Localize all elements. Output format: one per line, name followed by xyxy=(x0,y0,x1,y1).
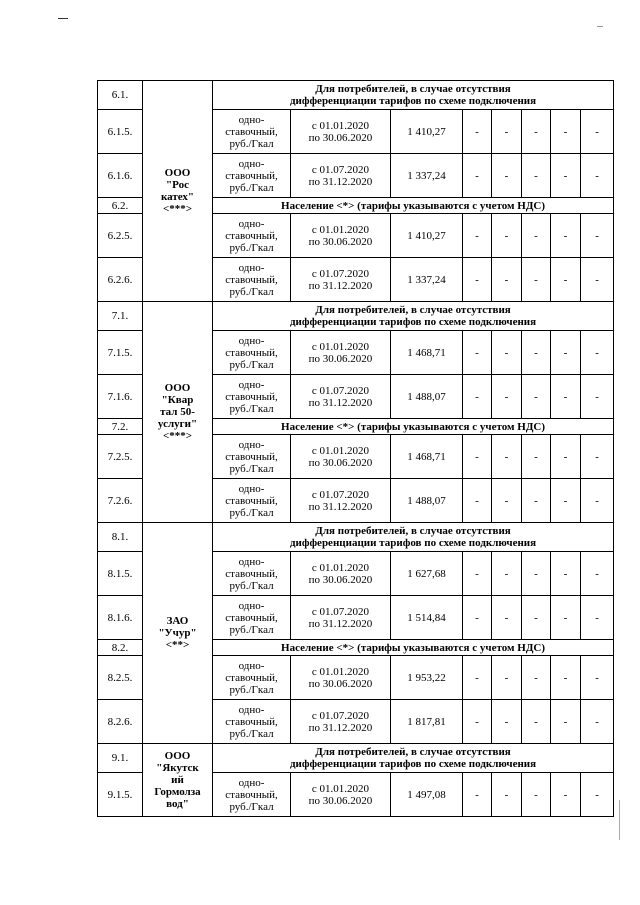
tariff-period-line: по 31.12.2020 xyxy=(308,721,373,734)
row-number: 6.2.5. xyxy=(98,214,143,258)
group-header xyxy=(213,640,614,656)
tariff-type-line: ставочный, xyxy=(225,125,278,138)
tariff-period-line: по 30.06.2020 xyxy=(308,677,373,690)
tariff-value: 1 817,81 xyxy=(391,700,463,744)
empty-value-cell: - xyxy=(581,479,614,523)
row-number: 6.2.6. xyxy=(98,258,143,302)
group-header-line: Население <*> (тарифы указываются с учетом НДС) xyxy=(281,420,545,433)
organization-name-line: ООО xyxy=(164,750,191,762)
empty-value-cell: - xyxy=(522,375,551,419)
tariff-type-line: одно- xyxy=(238,334,265,347)
tariff-type-line: ставочный, xyxy=(225,671,278,684)
tariff-type-line: ставочный, xyxy=(225,273,278,286)
tariff-table xyxy=(97,80,614,817)
tariff-period xyxy=(291,375,391,419)
group-header-line: Для потребителей, в случае отсутствия xyxy=(315,746,511,758)
group-header-line: дифференциации тарифов по схеме подключения xyxy=(289,95,537,107)
tariff-period-line: с 01.07.2020 xyxy=(311,709,370,722)
empty-value-cell: - xyxy=(522,154,551,198)
row-number: 8.2.5. xyxy=(98,656,143,700)
empty-value-cell: - xyxy=(522,773,551,817)
tariff-period-line: с 01.01.2020 xyxy=(311,340,370,353)
empty-value-cell: - xyxy=(492,331,522,375)
tariff-period xyxy=(291,154,391,198)
row-number: 7.1.6. xyxy=(98,375,143,419)
empty-value-cell: - xyxy=(551,214,581,258)
empty-value-cell: - xyxy=(581,700,614,744)
empty-value-cell: - xyxy=(581,773,614,817)
tariff-period-line: с 01.01.2020 xyxy=(311,119,370,132)
tariff-period xyxy=(291,258,391,302)
tariff-type-line: одно- xyxy=(238,599,265,612)
group-header xyxy=(213,302,614,331)
empty-value-cell: - xyxy=(581,331,614,375)
tariff-type-line: ставочный, xyxy=(225,229,278,242)
group-header-row xyxy=(98,744,614,773)
group-number: 9.1. xyxy=(98,744,143,773)
empty-value-cell: - xyxy=(492,258,522,302)
group-header-row xyxy=(98,302,614,331)
tariff-period-line: с 01.07.2020 xyxy=(311,163,370,176)
scan-edge-mark xyxy=(619,800,620,840)
tariff-type xyxy=(213,331,291,375)
tariff-type-line: ставочный, xyxy=(225,494,278,507)
tariff-value: 1 468,71 xyxy=(391,331,463,375)
organization-name-line: ЗАО xyxy=(166,615,189,627)
organization-name-line: ООО xyxy=(164,167,191,179)
tariff-type-line: одно- xyxy=(238,482,265,495)
tariff-type-line: одно- xyxy=(238,703,265,716)
tariff-period-line: по 31.12.2020 xyxy=(308,617,373,630)
empty-value-cell: - xyxy=(581,375,614,419)
empty-value-cell: - xyxy=(522,110,551,154)
tariff-period-line: с 01.01.2020 xyxy=(311,782,370,795)
empty-value-cell: - xyxy=(522,656,551,700)
organization-name xyxy=(143,744,213,817)
empty-value-cell: - xyxy=(551,258,581,302)
empty-value-cell: - xyxy=(463,435,492,479)
tariff-period-line: по 31.12.2020 xyxy=(308,175,373,188)
empty-value-cell: - xyxy=(551,479,581,523)
tariff-period-line: по 30.06.2020 xyxy=(308,573,373,586)
tariff-period xyxy=(291,110,391,154)
tariff-type xyxy=(213,154,291,198)
tariff-type-line: одно- xyxy=(238,776,265,789)
tariff-type xyxy=(213,110,291,154)
tariff-period xyxy=(291,435,391,479)
group-number: 6.1. xyxy=(98,81,143,110)
scan-mark xyxy=(58,18,68,19)
tariff-period-line: с 01.01.2020 xyxy=(311,665,370,678)
tariff-type xyxy=(213,258,291,302)
tariff-period-line: по 30.06.2020 xyxy=(308,456,373,469)
tariff-period-line: с 01.07.2020 xyxy=(311,605,370,618)
organization-name-line: "Якутск xyxy=(156,762,199,774)
organization-name-line: <***> xyxy=(162,430,193,442)
organization-name xyxy=(143,523,213,744)
tariff-period-line: с 01.07.2020 xyxy=(311,488,370,501)
tariff-type-line: руб./Гкал xyxy=(229,800,274,813)
tariff-type-line: ставочный, xyxy=(225,611,278,624)
empty-value-cell: - xyxy=(463,110,492,154)
organization-name xyxy=(143,302,213,523)
empty-value-cell: - xyxy=(492,375,522,419)
group-number: 7.2. xyxy=(98,419,143,435)
empty-value-cell: - xyxy=(463,154,492,198)
tariff-period-line: по 31.12.2020 xyxy=(308,500,373,513)
tariff-type-line: одно- xyxy=(238,438,265,451)
empty-value-cell: - xyxy=(581,435,614,479)
tariff-type-line: руб./Гкал xyxy=(229,727,274,740)
empty-value-cell: - xyxy=(581,214,614,258)
empty-value-cell: - xyxy=(551,552,581,596)
empty-value-cell: - xyxy=(581,110,614,154)
tariff-period-line: по 30.06.2020 xyxy=(308,131,373,144)
tariff-type-line: одно- xyxy=(238,378,265,391)
tariff-value: 1 337,24 xyxy=(391,258,463,302)
organization-name xyxy=(143,81,213,302)
empty-value-cell: - xyxy=(551,331,581,375)
empty-value-cell: - xyxy=(492,700,522,744)
tariff-type-line: руб./Гкал xyxy=(229,579,274,592)
tariff-type-line: руб./Гкал xyxy=(229,506,274,519)
tariff-period-line: с 01.07.2020 xyxy=(311,384,370,397)
scan-mark xyxy=(597,26,603,27)
tariff-type-line: ставочный, xyxy=(225,169,278,182)
empty-value-cell: - xyxy=(581,656,614,700)
empty-value-cell: - xyxy=(463,596,492,640)
organization-name-line: ий xyxy=(171,774,184,786)
empty-value-cell: - xyxy=(492,154,522,198)
empty-value-cell: - xyxy=(463,375,492,419)
tariff-type xyxy=(213,375,291,419)
group-header-row xyxy=(98,81,614,110)
tariff-period xyxy=(291,552,391,596)
empty-value-cell: - xyxy=(463,479,492,523)
tariff-type-line: одно- xyxy=(238,157,265,170)
empty-value-cell: - xyxy=(463,552,492,596)
empty-value-cell: - xyxy=(551,375,581,419)
tariff-type-line: ставочный, xyxy=(225,715,278,728)
organization-name-line: ООО xyxy=(164,382,191,394)
tariff-value: 1 514,84 xyxy=(391,596,463,640)
empty-value-cell: - xyxy=(551,656,581,700)
group-header-line: Для потребителей, в случае отсутствия xyxy=(315,83,511,95)
tariff-type xyxy=(213,773,291,817)
empty-value-cell: - xyxy=(492,110,522,154)
tariff-period-line: по 30.06.2020 xyxy=(308,794,373,807)
group-number: 6.2. xyxy=(98,198,143,214)
group-header-line: дифференциации тарифов по схеме подключения xyxy=(289,316,537,328)
tariff-period-line: по 30.06.2020 xyxy=(308,235,373,248)
tariff-value: 1 627,68 xyxy=(391,552,463,596)
tariff-type-line: руб./Гкал xyxy=(229,623,274,636)
empty-value-cell: - xyxy=(463,214,492,258)
tariff-type xyxy=(213,700,291,744)
empty-value-cell: - xyxy=(551,110,581,154)
group-number: 8.1. xyxy=(98,523,143,552)
tariff-type-line: одно- xyxy=(238,659,265,672)
empty-value-cell: - xyxy=(551,773,581,817)
tariff-period-line: по 31.12.2020 xyxy=(308,396,373,409)
tariff-value: 1 337,24 xyxy=(391,154,463,198)
empty-value-cell: - xyxy=(522,435,551,479)
empty-value-cell: - xyxy=(581,258,614,302)
row-number: 9.1.5. xyxy=(98,773,143,817)
empty-value-cell: - xyxy=(463,700,492,744)
tariff-type-line: одно- xyxy=(238,555,265,568)
tariff-type-line: руб./Гкал xyxy=(229,462,274,475)
empty-value-cell: - xyxy=(551,700,581,744)
group-header-row xyxy=(98,523,614,552)
tariff-type xyxy=(213,435,291,479)
tariff-period-line: по 31.12.2020 xyxy=(308,279,373,292)
organization-name-line: тал 50- xyxy=(160,406,195,418)
group-header-line: Население <*> (тарифы указываются с учетом НДС) xyxy=(281,199,545,212)
organization-name-line: <***> xyxy=(162,203,193,215)
group-header-line: Для потребителей, в случае отсутствия xyxy=(315,304,511,316)
tariff-value: 1 953,22 xyxy=(391,656,463,700)
row-number: 7.1.5. xyxy=(98,331,143,375)
empty-value-cell: - xyxy=(551,596,581,640)
tariff-period xyxy=(291,700,391,744)
group-header xyxy=(213,523,614,552)
empty-value-cell: - xyxy=(581,552,614,596)
group-header xyxy=(213,198,614,214)
row-number: 8.1.6. xyxy=(98,596,143,640)
tariff-period xyxy=(291,596,391,640)
row-number: 8.2.6. xyxy=(98,700,143,744)
tariff-period-line: по 30.06.2020 xyxy=(308,352,373,365)
tariff-type xyxy=(213,656,291,700)
tariff-type-line: одно- xyxy=(238,261,265,274)
tariff-type-line: одно- xyxy=(238,217,265,230)
empty-value-cell: - xyxy=(463,331,492,375)
row-number: 6.1.6. xyxy=(98,154,143,198)
tariff-type xyxy=(213,552,291,596)
tariff-type xyxy=(213,596,291,640)
tariff-type xyxy=(213,479,291,523)
empty-value-cell: - xyxy=(492,435,522,479)
organization-name-line: Гормолза xyxy=(154,786,201,798)
empty-value-cell: - xyxy=(522,479,551,523)
tariff-period-line: с 01.07.2020 xyxy=(311,267,370,280)
group-number: 8.2. xyxy=(98,640,143,656)
tariff-value: 1 410,27 xyxy=(391,110,463,154)
tariff-type-line: ставочный, xyxy=(225,390,278,403)
tariff-type-line: руб./Гкал xyxy=(229,137,274,150)
group-header-line: дифференциации тарифов по схеме подключения xyxy=(289,537,537,549)
row-number: 7.2.5. xyxy=(98,435,143,479)
empty-value-cell: - xyxy=(522,331,551,375)
tariff-period-line: с 01.01.2020 xyxy=(311,223,370,236)
organization-name-line: услуги" xyxy=(157,418,198,430)
group-header-line: дифференциации тарифов по схеме подключения xyxy=(289,758,537,770)
empty-value-cell: - xyxy=(551,435,581,479)
empty-value-cell: - xyxy=(522,596,551,640)
tariff-type-line: руб./Гкал xyxy=(229,181,274,194)
empty-value-cell: - xyxy=(581,154,614,198)
empty-value-cell: - xyxy=(492,656,522,700)
tariff-type-line: ставочный, xyxy=(225,788,278,801)
empty-value-cell: - xyxy=(463,656,492,700)
tariff-type-line: ставочный, xyxy=(225,450,278,463)
organization-name-line: вод" xyxy=(166,798,189,810)
tariff-period xyxy=(291,331,391,375)
tariff-period-line: с 01.01.2020 xyxy=(311,444,370,457)
empty-value-cell: - xyxy=(492,773,522,817)
group-header-line: Для потребителей, в случае отсутствия xyxy=(315,525,511,537)
empty-value-cell: - xyxy=(492,214,522,258)
tariff-type-line: одно- xyxy=(238,113,265,126)
tariff-value: 1 488,07 xyxy=(391,479,463,523)
tariff-period xyxy=(291,773,391,817)
tariff-value: 1 410,27 xyxy=(391,214,463,258)
tariff-type-line: руб./Гкал xyxy=(229,683,274,696)
empty-value-cell: - xyxy=(522,700,551,744)
group-header xyxy=(213,744,614,773)
empty-value-cell: - xyxy=(551,154,581,198)
organization-name-line: "Квар xyxy=(161,394,194,406)
empty-value-cell: - xyxy=(492,479,522,523)
tariff-type-line: руб./Гкал xyxy=(229,285,274,298)
tariff-type-line: руб./Гкал xyxy=(229,358,274,371)
group-number: 7.1. xyxy=(98,302,143,331)
tariff-value: 1 488,07 xyxy=(391,375,463,419)
empty-value-cell: - xyxy=(463,258,492,302)
tariff-type-line: руб./Гкал xyxy=(229,402,274,415)
group-header-line: Население <*> (тарифы указываются с учетом НДС) xyxy=(281,641,545,654)
tariff-type-line: ставочный, xyxy=(225,346,278,359)
empty-value-cell: - xyxy=(522,258,551,302)
tariff-value: 1 497,08 xyxy=(391,773,463,817)
tariff-type-line: ставочный, xyxy=(225,567,278,580)
tariff-period xyxy=(291,479,391,523)
empty-value-cell: - xyxy=(522,214,551,258)
empty-value-cell: - xyxy=(492,552,522,596)
row-number: 7.2.6. xyxy=(98,479,143,523)
tariff-type xyxy=(213,214,291,258)
tariff-type-line: руб./Гкал xyxy=(229,241,274,254)
organization-name-line: "Рос xyxy=(166,179,189,191)
empty-value-cell: - xyxy=(463,773,492,817)
tariff-value: 1 468,71 xyxy=(391,435,463,479)
row-number: 6.1.5. xyxy=(98,110,143,154)
empty-value-cell: - xyxy=(522,552,551,596)
group-header xyxy=(213,419,614,435)
tariff-period xyxy=(291,214,391,258)
row-number: 8.1.5. xyxy=(98,552,143,596)
tariff-period-line: с 01.01.2020 xyxy=(311,561,370,574)
organization-name-line: катех" xyxy=(160,191,195,203)
organization-name-line: "Учур" xyxy=(158,627,197,639)
empty-value-cell: - xyxy=(581,596,614,640)
organization-name-line: <**> xyxy=(165,639,190,651)
empty-value-cell: - xyxy=(492,596,522,640)
tariff-period xyxy=(291,656,391,700)
group-header xyxy=(213,81,614,110)
